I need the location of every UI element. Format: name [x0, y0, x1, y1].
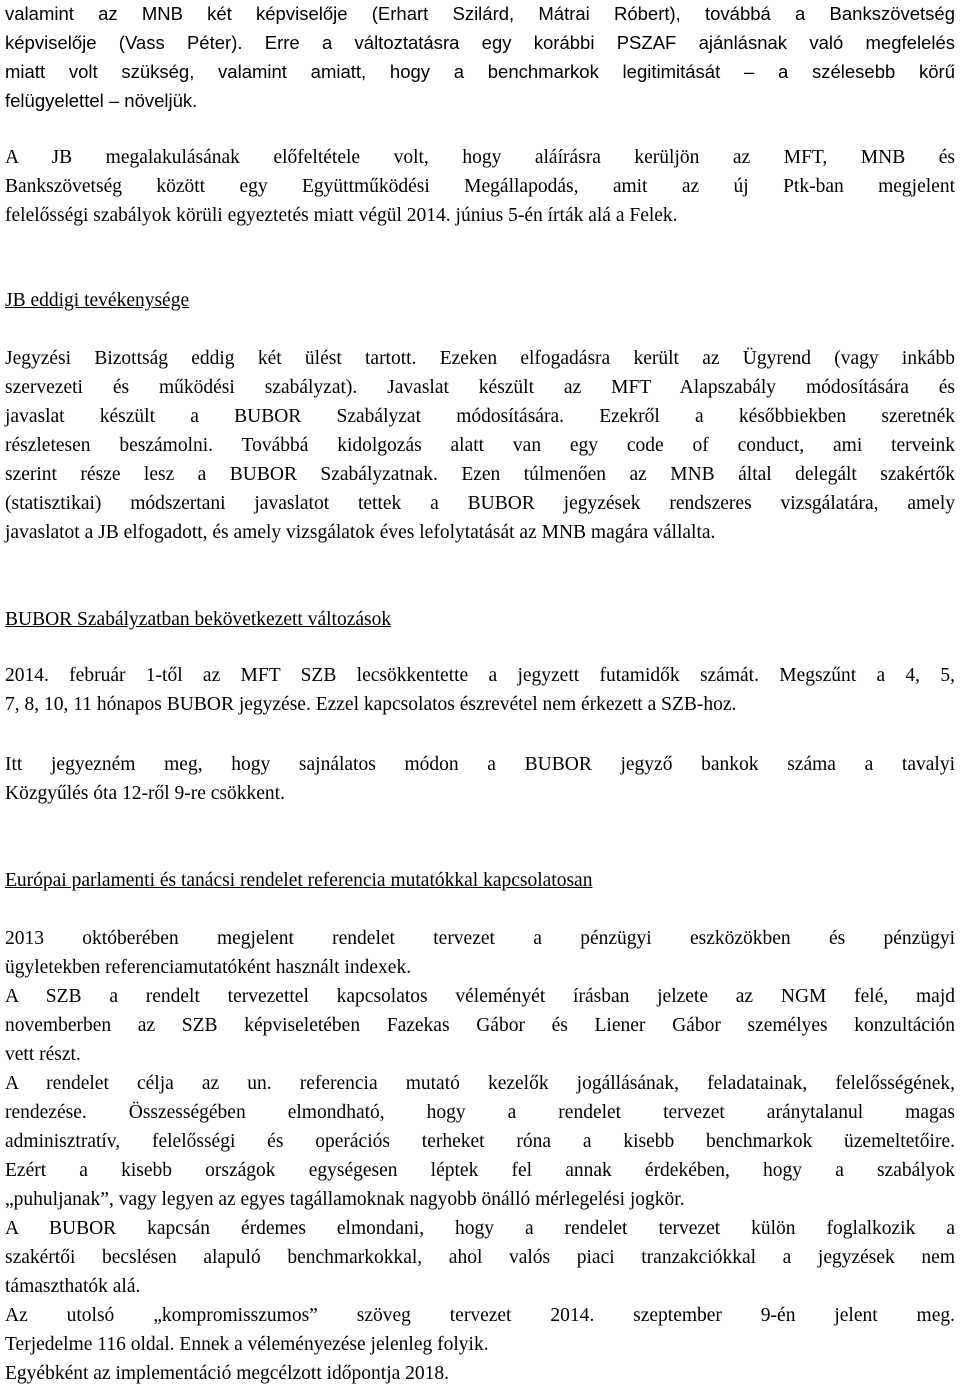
text-line: 2014. február 1-től az MFT SZB lecsökkentette a jegyzett futamidők számát. Megszűnt a 4, 5, — [5, 665, 955, 686]
section-heading-eu-regulation: Európai parlamenti és tanácsi rendelet referencia mutatókkal kapcsolatosan — [5, 870, 593, 891]
text-line: A rendelet célja az un. referencia mutató kezelők jogállásának, feladatainak, felelősségének, — [5, 1073, 955, 1094]
text-line: Egyébként az implementáció megcélzott időpontja 2018. — [5, 1363, 450, 1384]
text-line: rendezése. Összességében elmondható, hogy a rendelet tervezet aránytalanul magas — [5, 1102, 955, 1123]
text-line: Bankszövetség között egy Együttműködési Megállapodás, amit az új Ptk-ban megjelent — [5, 176, 955, 197]
paragraph-committee-members — [5, 0, 955, 115]
paragraph-bubor-tenors — [5, 661, 955, 719]
text-line: A SZB a rendelt tervezettel kapcsolatos véleményét írásban jelzete az NGM felé, majd — [5, 986, 955, 1007]
text-line: felügyelettel – növeljük. — [5, 90, 198, 111]
text-line: novemberben az SZB képviseletében Fazekas Gábor és Liener Gábor személyes konzultáción — [5, 1015, 955, 1036]
text-line: „puhuljanak”, vagy legyen az egyes tagállamoknak nagyobb önálló mérlegelési jogkör. — [5, 1189, 685, 1210]
text-line: Közgyűlés óta 12-ről 9-re csökkent. — [5, 783, 285, 804]
text-line: részletesen beszámolni. Továbbá kidolgozás alatt van egy code of conduct, ami terveink — [5, 435, 955, 456]
text-line: 7, 8, 10, 11 hónapos BUBOR jegyzése. Ezzel kapcsolatos észrevétel nem érkezett a SZB-hoz. — [5, 694, 737, 715]
text-line: szerint része lesz a BUBOR Szabályzatnak. Ezen túlmenően az MNB által delegált szakértők — [5, 464, 955, 485]
text-line: Jegyzési Bizottság eddig két ülést tartott. Ezeken elfogadásra került az Ügyrend (vagy inkább — [5, 348, 955, 369]
text-line: ügyletekben referenciamutatóként használt indexek. — [5, 957, 412, 978]
text-line: adminisztratív, felelősségi és operációs terheket róna a kisebb benchmarkok üzemeltetőire. — [5, 1131, 955, 1152]
text-line: valamint az MNB két képviselője (Erhart Szilárd, Mátrai Róbert), továbbá a Bankszövetség — [5, 3, 955, 24]
text-line: képviselője (Vass Péter). Erre a változtatásra egy korábbi PSZAF ajánlásnak való megfelelés — [5, 32, 955, 53]
text-line: felelősségi szabályok körüli egyeztetés miatt végül 2014. június 5-én írták alá a Felek. — [5, 205, 678, 226]
text-line: Az utolsó „kompromisszumos” szöveg tervezet 2014. szeptember 9-én jelent meg. — [5, 1305, 955, 1326]
text-line: A BUBOR kapcsán érdemes elmondani, hogy a rendelet tervezet külön foglalkozik a — [5, 1218, 955, 1239]
paragraph-bubor-banks — [5, 750, 955, 808]
text-line: javaslatot a JB elfogadott, és amely vizsgálatok éves lefolytatását az MNB magára vállalta. — [5, 522, 716, 543]
text-line: (statisztikai) módszertani javaslatot tettek a BUBOR jegyzések rendszeres vizsgálatára, amely — [5, 493, 955, 514]
text-line: A JB megalakulásának előfeltétele volt, hogy aláírásra kerüljön az MFT, MNB és — [5, 147, 955, 168]
section-heading-bubor-changes: BUBOR Szabályzatban bekövetkezett változások — [5, 609, 392, 630]
section-heading-jb-activity: JB eddigi tevékenysége — [5, 290, 190, 311]
paragraph-jb-activity — [5, 344, 955, 547]
text-line: támaszthatók alá. — [5, 1276, 141, 1297]
text-line: miatt volt szükség, valamint amiatt, hogy a benchmarkok legitimitását – a szélesebb körű — [5, 61, 955, 82]
paragraph-eu-regulation — [5, 924, 955, 1388]
text-line: szakértői becslésen alapuló benchmarkokkal, ahol valós piaci tranzakciókkal a jegyzések nem — [5, 1247, 955, 1268]
text-line: javaslat készült a BUBOR Szabályzat módosítására. Ezekről a későbbiekben szeretnék — [5, 406, 955, 427]
text-line: szervezeti és működési szabályzat). Javaslat készült az MFT Alapszabály módosítására és — [5, 377, 955, 398]
text-line: Ezért a kisebb országok egységesen léptek fel annak érdekében, hogy a szabályok — [5, 1160, 955, 1181]
text-line: Terjedelme 116 oldal. Ennek a véleményezése jelenleg folyik. — [5, 1334, 489, 1355]
paragraph-jb-founding — [5, 143, 955, 230]
text-line: Itt jegyezném meg, hogy sajnálatos módon a BUBOR jegyző bankok száma a tavalyi — [5, 754, 955, 775]
text-line: 2013 októberében megjelent rendelet tervezet a pénzügyi eszközökben és pénzügyi — [5, 928, 955, 949]
text-line: vett részt. — [5, 1044, 81, 1065]
